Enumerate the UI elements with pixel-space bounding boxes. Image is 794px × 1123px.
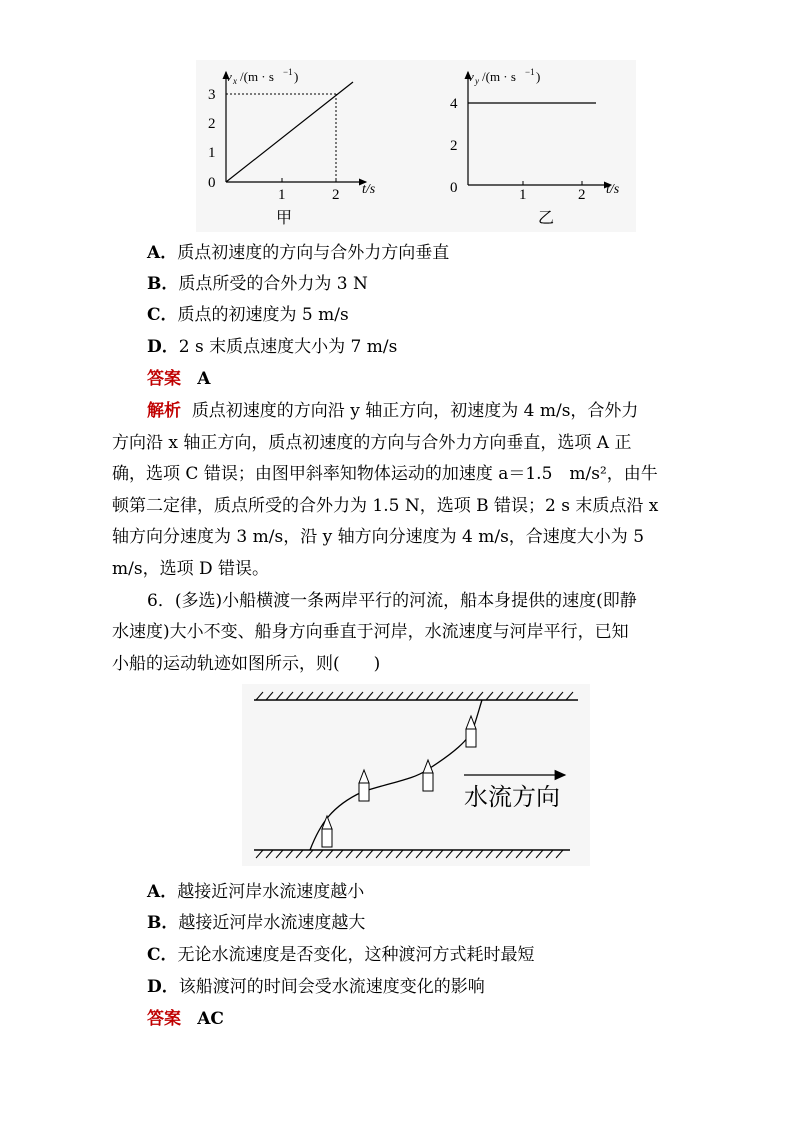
right-ytick: 2 — [450, 138, 458, 154]
q6-option-d — [147, 975, 485, 999]
analysis-label: 解析 — [147, 401, 181, 421]
option-label: D． — [147, 977, 179, 997]
option-text: 质点所受的合外力为 3 N — [178, 274, 368, 294]
figure-1 — [196, 60, 636, 232]
q5-option-d — [147, 335, 397, 359]
answer-label: 答案 — [147, 1009, 181, 1029]
option-text: 质点初速度的方向与合外力方向垂直 — [177, 243, 450, 263]
q6-stem-line: 小船的运动轨迹如图所示，则( ) — [112, 654, 381, 674]
q5-option-c — [147, 303, 349, 327]
q5-analysis-line — [147, 399, 638, 423]
right-ylabel-exp: −1 — [525, 67, 535, 77]
q5-answer — [147, 367, 210, 391]
left-xtick: 2 — [332, 187, 340, 203]
right-xtick: 1 — [519, 187, 527, 203]
answer-label: 答案 — [147, 369, 181, 389]
q5-analysis-line: m/s，选项 D 错误。 — [112, 559, 270, 579]
left-ylabel-exp: −1 — [283, 67, 293, 77]
analysis-text: 质点初速度的方向沿 y 轴正方向，初速度为 4 m/s，合外力 — [191, 401, 639, 421]
q6-option-b — [147, 911, 365, 935]
left-ylabel-sub: x — [233, 76, 237, 86]
q5-analysis-line: 方向沿 x 轴正方向，质点初速度的方向与合外力方向垂直，选项 A 正 — [112, 433, 632, 453]
boat-trajectory — [310, 700, 482, 850]
q5-option-b — [147, 272, 368, 296]
left-ylabel-close: ) — [294, 69, 299, 84]
left-ytick: 2 — [208, 116, 216, 132]
answer-value: AC — [197, 1009, 224, 1029]
q5-analysis-line: 顿第二定律，质点所受的合外力为 1.5 N，选项 B 错误；2 s 末质点沿 x — [112, 496, 659, 516]
option-label: A． — [147, 882, 178, 902]
left-ylabel-unit: /(m · s — [240, 69, 274, 84]
option-text: 越接近河岸水流速度越大 — [178, 913, 366, 933]
left-origin: 0 — [208, 175, 216, 191]
option-label: C． — [147, 305, 178, 325]
right-ylabel-sub: y — [475, 76, 479, 86]
right-xtick: 2 — [578, 187, 586, 203]
left-caption: 甲 — [276, 210, 293, 227]
q5-analysis-line: 轴方向分速度为 3 m/s，沿 y 轴方向分速度为 4 m/s，合速度大小为 5 — [112, 527, 645, 547]
option-text: 质点的初速度为 5 m/s — [177, 305, 349, 325]
q6-answer — [147, 1007, 224, 1031]
option-label: C． — [147, 945, 178, 965]
answer-value: A — [197, 369, 211, 389]
boat-icon — [322, 816, 332, 847]
graph-right — [450, 67, 620, 227]
vx-line — [226, 82, 353, 182]
left-xtick: 1 — [278, 187, 286, 203]
figure-2 — [242, 684, 590, 866]
right-ytick: 4 — [450, 96, 458, 112]
left-xlabel: t/s — [362, 182, 376, 197]
option-text: 无论水流速度是否变化，这种渡河方式耗时最短 — [177, 945, 535, 965]
boat-icon — [359, 770, 369, 801]
flow-direction-label: 水流方向 — [464, 785, 560, 811]
right-xlabel: t/s — [606, 182, 620, 197]
graph-left — [208, 67, 376, 227]
top-bank — [254, 692, 578, 700]
option-text: 该船渡河的时间会受水流速度变化的影响 — [178, 977, 485, 997]
right-ylabel-unit: /(m · s — [482, 69, 516, 84]
q6-stem-line: 6．(多选)小船横渡一条两岸平行的河流，船本身提供的速度(即静 — [147, 591, 637, 611]
option-label: D． — [147, 337, 179, 357]
right-caption: 乙 — [538, 210, 555, 227]
right-ylabel-close: ) — [536, 69, 541, 84]
boat-icon — [466, 716, 476, 747]
q6-option-c — [147, 943, 535, 967]
option-text: 2 s 末质点速度大小为 7 m/s — [178, 337, 398, 357]
option-label: A． — [147, 243, 178, 263]
option-label: B． — [147, 274, 179, 294]
left-ytick: 3 — [208, 87, 216, 103]
option-label: B． — [147, 913, 179, 933]
q6-stem-line: 水速度)大小不变、船身方向垂直于河岸，水流速度与河岸平行，已知 — [112, 622, 629, 642]
left-ylabel-var: v — [226, 69, 232, 84]
bottom-bank — [254, 850, 570, 858]
right-ylabel-var: v — [468, 69, 474, 84]
q5-analysis-line: 确，选项 C 错误；由图甲斜率知物体运动的加速度 a＝1.5 m/s²，由牛 — [112, 464, 658, 484]
right-origin: 0 — [450, 180, 458, 196]
q6-option-a — [147, 880, 364, 904]
option-text: 越接近河岸水流速度越小 — [177, 882, 365, 902]
boat-icon — [423, 760, 433, 791]
left-ytick: 1 — [208, 145, 216, 161]
q5-option-a — [147, 241, 449, 265]
